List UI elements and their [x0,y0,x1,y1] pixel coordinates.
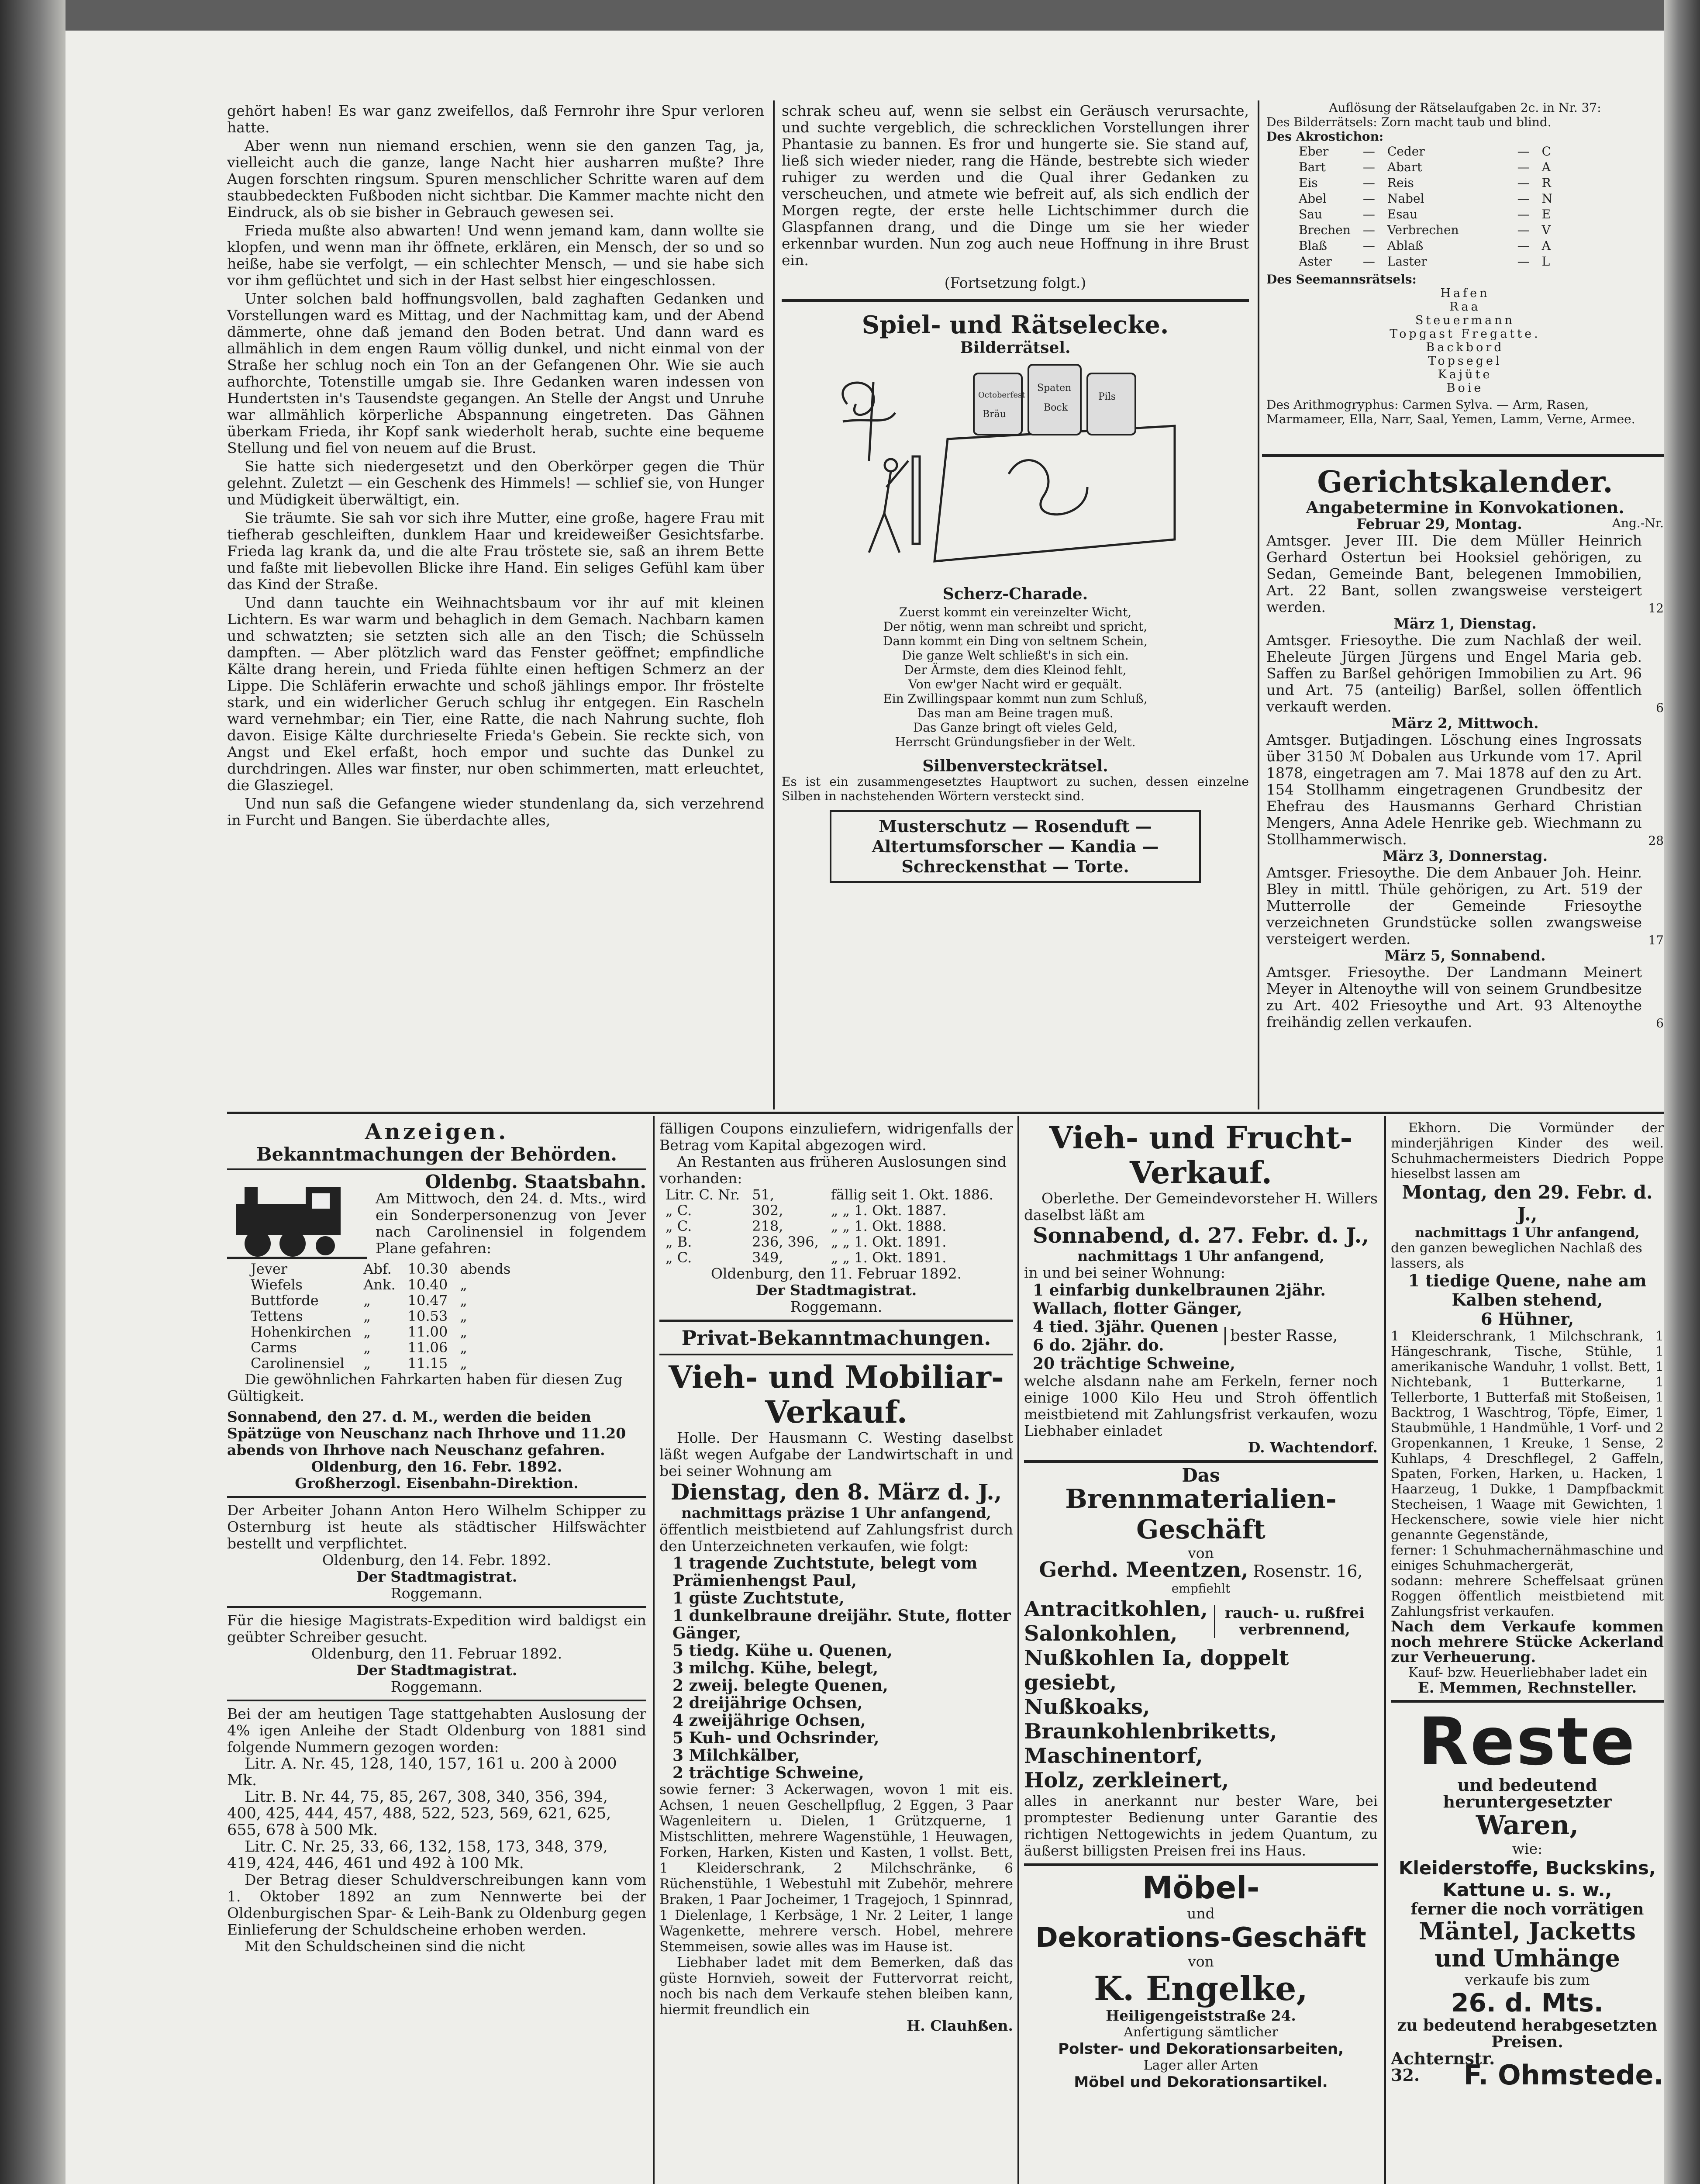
story-paragraph: Sie hatte sich niedergesetzt und den Oberkörper gegen die Thür gelehnt. Zuletzt — ein Geschenk des Himmels! — schlief sie, von Hunger und Müdigkeit überwältigt, ein. [227,458,764,508]
puzzle-title: Spiel- und Rätselecke. [862,311,1169,339]
timetable-row: Jever Abf. 10.30 abends [251,1261,511,1277]
behoerden-heading: Bekanntmachungen der Behörden. [227,1143,646,1170]
notice-sign: Der Stadtmagistrat. [755,1282,917,1299]
ship-word: Kajüte [1438,368,1493,381]
ad-text: öffentlich meistbietend auf Zahlungsfrist durch den Unterzeichneten verkaufen, wie folgt: [659,1521,1013,1555]
court-date: März 1, Dienstag. [1393,615,1537,632]
court-text: Amtsger. Friesoythe. Der Landmann Meinert Meyer in Altenoythe will von seinem Grundbesitze zu Art. 402 Friesoythe und Art. 93 Altenoythe freihändig zellen verkaufen. [1266,964,1642,1030]
coupon-row: „ B. 236, 396, „ „ 1. Okt. 1891. [666,1234,947,1250]
ad-separator [1024,1460,1378,1463]
notice-numbers: Litr. A. Nr. 45, 128, 140, 157, 161 u. 200 à 2000 Mk. [227,1755,617,1789]
notice-text: Der Betrag dieser Schuldverschreibungen kann vom 1. Oktober 1892 an zum Nennwerte bei der Oldenburgischen Spar- & Leih-Bank zu Oldenburg gegen Einlieferung der Schuldscheine erhoben werden. [227,1871,646,1938]
rebus-label: Octoberfest [978,390,1025,400]
ad-item: Salonkohlen, [1024,1621,1178,1646]
continued-note: (Fortsetzung folgt.) [944,274,1086,291]
charade-line: Der nötig, wenn man schreibt und spricht, [883,619,1148,634]
ad-text: Ekhorn. Die Vormünder der minderjährigen Kinder des weil. Schuhmachermeisters Diedrich Poppe hieselbst lassen am [1391,1120,1664,1182]
charade-line: Zuerst kommt ein vereinzelter Wicht, [899,605,1132,619]
court-text: Amtsger. Butjadingen. Löschung eines Ingrossats über 3150 ℳ Dobalen aus Urkunde vom 17. April 1878, eingetragen am 7. Mai 1878 auf den zu Art. 154 Stollhamm eingetragenen Grundbesitz der Ehefrau des Hausmanns Gerhard Christian Mengers, Anna Adele Henrike geb. Wiechmann zu Stollhammerwisch. [1266,731,1642,848]
ad-line: Möbel und Dekorationsartikel. [1074,2073,1328,2091]
court-text: Amtsger. Friesoythe. Die dem Anbauer Joh. Heinr. Bley in mittl. Thüle gehörigen, zu Art. 519 der Mutterrolle der Gemeinde Friesoythe verzeichneten Grundstücke sollen zwangsweise versteigert werden. [1266,864,1642,947]
ad-separator [659,1354,1013,1355]
ad-items [1391,1271,1664,1329]
notice-numbers: Litr. C. Nr. 25, 33, 66, 132, 158, 173, 348, 379, 419, 424, 446, 461 und 492 à 100 Mk. [227,1838,608,1872]
rebus-picture [782,356,1249,583]
court-subtitle: Angabetermine in Konvokationen. [1306,498,1624,517]
ad-text: Nach dem Verkaufe kommen noch mehrere Stücke Ackerland zur Verheuerung. [1391,1618,1664,1666]
court-date: Februar 29, Montag. [1356,515,1522,532]
ads-column-2 [659,1120,1013,2184]
reste-ad [1391,1704,1664,2091]
ad-title: Möbel- [1142,1870,1260,1906]
ad-line: wie: [1512,1840,1543,1857]
ads-column-3 [1024,1120,1378,2184]
ad-item: 1 einfarbig dunkelbraunen 2jähr. Wallach, flotter Gänger, [1033,1281,1326,1318]
notice-signer: Roggemann. [390,1585,483,1602]
ad-line: Kattune u. s. w., [1442,1879,1612,1901]
ad-text: welche alsdann nahe am Ferkeln, ferner noch einige 1000 Kilo Heu und Stroh öffentlich meistbietend mit Zahlungsfrist verkaufen, wozu Liebhaber einladet [1024,1372,1378,1439]
coupons-table [659,1187,1000,1265]
ad-line: und Umhänge [1434,1944,1620,1972]
ad-item: 6 do. 2jähr. do. [1033,1336,1164,1355]
mug-icon [974,373,1022,435]
ad-sign: H. Clauhßen. [907,2017,1013,2034]
ad-address: Achternstr. 32. [1391,2049,1495,2085]
court-entry [1266,947,1664,1030]
ad-text: sodann: mehrere Scheffelsaat grünen Roggen öffentlich meistbietend mit Zahlungsfrist verkaufen. [1391,1573,1664,1619]
ship-word: Topsegel [1428,354,1502,368]
book-spine [0,0,66,2184]
solutions-title: Auflösung der Rätselaufgaben 2c. in Nr. 37: [1329,100,1601,115]
ad-item: 1 tragende Zuchtstute, belegt vom Prämienhengst Paul, [672,1554,978,1590]
moebel-ad [1024,1870,1378,2091]
ads-column-1 [227,1120,646,2184]
ad-item: 1 tiedige Quene, nahe am Kalben stehend, [1408,1271,1647,1310]
ad-separator [227,1606,646,1608]
notice-date: Oldenburg, den 14. Febr. 1892. [322,1552,552,1569]
court-number-header: Ang.-Nr. [1612,516,1664,530]
story-paragraph: Frieda mußte also abwarten! Und wenn jemand kam, dann wollte sie klopfen, und wenn man ihr öffnete, erklären, ein Mensch, der so und so heiße, habe sie verfolgt, — ein schlechter Mensch, — und sie habe sich vor ihm geflüchtet und sich in der Hast selbst hier eingeschlossen. [227,222,764,289]
charade-poem [782,605,1249,749]
ads-column-4 [1391,1120,1664,2184]
column-rule [653,1116,655,2184]
rail-timetable [245,1261,517,1371]
ad-item: 20 trächtige Schweine, [1033,1355,1235,1373]
ship-word: Boie [1446,381,1484,395]
ad-items [659,1555,1013,1782]
court-number: 12 [1648,601,1664,615]
ad-item-note: rauch- u. rußfrei verbrennend, [1214,1605,1369,1638]
ad-sign: D. Wachtendorf. [1248,1439,1378,1456]
ad-text: alles in anerkannt nur bester Ware, bei promptester Bedienung unter Garantie des richtigen Nettogewichts in jedem Quantum, zu äußerst billigsten Preisen frei ins Haus. [1024,1793,1378,1859]
court-date: März 5, Sonnabend. [1384,947,1546,964]
notice-sign: Der Stadtmagistrat. [356,1662,517,1679]
ad-firm: F. Ohmstede. [1463,2059,1664,2091]
timetable-row: Wiefels Ank. 10.40 „ [251,1276,467,1293]
notice-text: Bei der am heutigen Tage stattgehabten Auslosung der 4% igen Anleihe der Stadt Oldenburg von 1881 sind folgende Nummern gezogen worden: [227,1705,646,1755]
ad-item: 1 dunkelbraune dreijähr. Stute, flotter Gänger, [672,1607,1011,1642]
ad-separator [1024,1863,1378,1866]
ad-line: Polster- und Dekorationsarbeiten, [1058,2040,1344,2058]
court-text: Amtsger. Jever III. Die dem Müller Heinrich Gerhard Ostertun bei Hooksiel gehörigen, zu Sedan, Gemeinde Bant, belegenen Immobilien, Art. 22 Bant, sollen zwangsweise versteigert werden. [1266,532,1642,615]
charade-line: Herrscht Gründungsfieber in der Welt. [895,735,1136,749]
ad-item: 5 tiedg. Kühe u. Quenen, [672,1641,893,1660]
ad-separator [227,1496,646,1498]
ad-title: Brennmaterialien-Geschäft [1065,1484,1337,1545]
charade-line: Das man am Beine tragen muß. [917,706,1114,720]
court-entry [1266,715,1664,848]
mobiliar-ad [659,1360,1013,2034]
ad-text: 1 Kleiderschrank, 1 Milchschrank, 1 Hängeschrank, Tische, Stühle, 1 amerikanische Wanduhr, 1 vollst. Bett, 1 Nichtebank, 1 Butterkarne, 1 Tellerborte, 1 Butterfaß mit Stoßeisen, 1 Backtrog, 1 Waschtrog, Töpfe, Eimer, 1 Staubmühle, 1 Handmühle, 1 Vorf- und 2 Gropenkannen, 1 Kreuke, 1 Sense, 2 Kuhlaps, 4 Dreschflegel, 2 Gaffeln, Spaten, Forken, Harken, u. Hacken, 1 Haarzeug, 1 Dukke, 1 Dampfbackmit Stecheisen, 1 Waage mit Gewichten, 1 Heckenschere, sowie viele hier nicht genannte Gegenstände, [1391,1329,1664,1543]
syllable-text: Es ist ein zusammengesetztes Hauptwort zu suchen, dessen einzelne Silben in nachstehenden Wörtern versteckt sind. [782,774,1249,803]
court-title: Gerichtskalender. [1317,465,1613,500]
ad-separator [1391,1700,1664,1703]
notice-text: An Restanten aus früheren Auslosungen sind vorhanden: [659,1153,1007,1187]
story-column-1 [227,103,764,1107]
notice-signer: Roggemann. [390,1678,483,1695]
ad-line: Lager aller Arten [1143,2058,1259,2073]
column-rule [1384,1116,1386,2184]
ad-time: nachmittags 1 Uhr anfangend, [1415,1225,1640,1241]
rebus-label: Spaten [1037,383,1072,394]
court-date: März 3, Donnerstag. [1382,847,1548,864]
story-paragraph: Unter solchen bald hoffnungsvollen, bald zaghaften Gedanken und Vorstellungen ward es Mittag, und der Nachmittag kam, und der Abend dämmerte, ohne daß jemand den Boden betrat. Und dann ward es allmählich in dem engen Raum völlig dunkel, und nicht einmal von der Straße her schlug noch ein Ton an der Gefangenen Ohr. Wie sie auch aufhorchte, Totenstille umgab sie. Ihre Gedanken waren indessen von Hundertsten in's Tausendste gegangen. An Stelle der Angst und Unruhe war allmählich körperliche Abspannung eingetreten. Das Gähnen überkam Frieda, ihr Kopf sank wiederholt herab, suchte eine bequeme Stellung und fiel von neuem auf die Brust. [227,290,764,456]
ad-title: Reste [1418,1704,1637,1780]
ad-item: 4 tied. 3jähr. Quenen [1033,1318,1219,1336]
ad-date: Sonnabend, d. 27. Febr. d. J., [1032,1223,1369,1248]
ad-item: Holz, zerkleinert, [1024,1768,1229,1793]
ad-title: Vieh- und Frucht-Verkauf. [1049,1120,1353,1191]
rail-text: Am Mittwoch, den 24. d. Mts., wird ein Sonderpersonenzug von Jever nach Carolinensiel in folgendem Plane gefahren: [376,1190,646,1257]
ship-word: Steuermann [1415,314,1515,327]
ad-line: zu bedeutend herabgesetzten Preisen. [1397,2016,1658,2051]
charade-line: Das Ganze bringt oft vieles Geld, [913,720,1118,735]
ad-text: in und bei seiner Wohnung: [1024,1264,1225,1281]
ship-words [1266,287,1664,395]
timetable-row: Carms „ 11.06 „ [251,1339,467,1356]
rail-date: Oldenburg, den 16. Febr. 1892. [311,1458,562,1475]
ad-line: Mäntel, Jacketts [1419,1917,1636,1945]
story-paragraph: Sie träumte. Sie sah vor sich ihre Mutter, eine große, hagere Frau mit tiefherab geschleiften, dunklem Haar und kreideweißer Gesichtsfarbe. Frieda lag krank da, und die alte Frau tröstete sie, saß an ihrem Bette und faßte mit liebevollen Blicke ihre Hand. Ein seliges Gefühl kam über das Kind der Straße. [227,509,764,593]
ad-text: Oberlethe. Der Gemeindevorsteher H. Willers daselbst läßt am [1024,1190,1378,1223]
rail-text: Sonnabend, den 27. d. M., werden die beiden Spätzüge von Neuschanz nach Ihrhove und 11.20 abends von Ihrhove nach Neuschanz gefahren. [227,1408,626,1458]
ad-item: 5 Kuh- und Ochsrinder, [672,1729,879,1747]
court-date: März 2, Mittwoch. [1391,715,1539,732]
court-number: 6 [1656,1016,1664,1030]
rebus-title: Bilderrätsel. [960,339,1071,357]
story-paragraph: Und dann tauchte ein Weihnachtsbaum vor ihr auf mit kleinen Lichtern. Es war warm und behaglich in dem Gemach. Nachbarn kamen und schwatzten; sie setzten sich alle an den Tisch; die Schüsseln dampften. — Aber plötzlich ward das Fenster geöffnet; empfindliche Kälte drang herein, und Frieda fühlte einen heftigen Schmerz an der Lippe. Die Schläferin erwachte und schoß jählings empor. Ihr fröstelte stark, und ein widerlicher Geruch schlug ihr entgegen. Ein Rascheln ward vernehmbar; ein Tier, eine Ratte, die nach Nahrung suchte, floh davon. Eisige Kälte durchrieselte Frieda's Gebein. Sie reckte sich, von Angst und Ekel erfaßt, hoch empor und suchte das Dunkel zu durchdringen. Alles war finster, nur oben schimmerten, matt erleuchtet, die Glasziegel. [227,594,764,794]
coupon-row: „ C. 302, „ „ 1. Okt. 1887. [666,1202,947,1219]
ad-title: Dekorations-Geschäft [1035,1921,1366,1953]
ship-label: Des Seemannsrätsels: [1266,272,1417,287]
ad-text: den ganzen beweglichen Nachlaß des [1391,1241,1642,1256]
ship-word: Hafen [1440,287,1490,300]
ad-item: 1 güste Zuchtstute, [672,1589,845,1607]
ad-item: 4 zweijährige Ochsen, [672,1711,866,1730]
coupon-row: „ C. 349, „ „ 1. Okt. 1891. [666,1249,947,1266]
ad-line: Waren, [1476,1810,1579,1841]
acrostic-row: Brechen — Verbrechen — V [1299,223,1551,237]
charade-line: Die ganze Welt schließt's in sich ein. [902,648,1129,663]
solutions-rebus: Des Bilderrätsels: Zorn macht taub und blind. [1266,115,1552,129]
frucht-ad [1024,1120,1378,1456]
ad-item-note: bester Rasse, [1224,1327,1338,1345]
ad-address: Rosenstr. 16, [1253,1562,1363,1581]
column-rule [1258,100,1259,1109]
charade-line: Dann kommt ein Ding von seltnem Schein, [883,634,1148,648]
acrostic-row: Bart — Abart — A [1299,160,1551,174]
ad-line: ferner die noch vorrätigen [1410,1900,1644,1918]
mug-icon [1087,373,1135,435]
ad-time: nachmittags präzise 1 Uhr anfangend, [681,1504,991,1521]
syllable-words-line: Schreckensthat — Torte. [901,857,1129,876]
ad-item: Antracitkohlen, [1024,1597,1208,1621]
ad-item: Nußkoaks, [1024,1695,1150,1719]
ship-word: Raa [1449,300,1481,314]
rail-notice [227,1171,646,1492]
acrostic-table [1293,144,1559,270]
court-entry [1266,516,1664,615]
story-paragraph: Und nun saß die Gefangene wieder stundenlang da, sich verzehrend in Furcht und Bangen. Sie überdachte alles, [227,795,764,829]
ad-title: Vieh- und Mobiliar-Verkauf. [669,1359,1004,1430]
story-paragraph: gehört haben! Es war ganz zweifellos, daß Fernrohr ihre Spur verloren hatte. [227,103,764,136]
coupon-row: „ C. 218, „ „ 1. Okt. 1888. [666,1218,947,1234]
rail-text: Die gewöhnlichen Fahrkarten haben für diesen Zug Gültigkeit. [227,1371,623,1404]
ad-text: ferner: 1 Schuhmachernähmaschine und einiges Schuhmachergerät, [1391,1543,1664,1573]
acrostic-label: Des Akrostichon: [1266,129,1384,144]
ad-item: 2 dreijährige Ochsen, [672,1694,863,1712]
notice-text: Mit den Schuldscheinen sind die nicht [245,1938,525,1955]
rail-title: Oldenbg. Staatsbahn. [425,1171,646,1192]
syllable-words-line: Musterschutz — Rosenduft — [879,816,1152,836]
mug-icon [1028,365,1081,435]
ad-date: Dienstag, den 8. März d. J., [670,1479,1002,1505]
locomotive-icon [227,1174,371,1261]
ad-line: Kleiderstoffe, Buckskins, [1398,1857,1656,1879]
ad-text: lassers, als [1391,1256,1464,1271]
notice-date: Oldenburg, den 11. Februar 1892. [710,1265,962,1282]
ad-firm: Gerhd. Meentzen, [1039,1558,1248,1582]
section-rule [1262,454,1664,457]
poppe-ad [1391,1120,1664,1696]
ad-sign: Kauf- bzw. Heuerliebhaber ladet ein [1408,1665,1648,1680]
anzeigen-heading: Anzeigen. [365,1120,509,1144]
ship-word: Backbord [1426,341,1504,354]
story-paragraph: schrak scheu auf, wenn sie selbst ein Geräusch verursachte, und suchte vergeblich, die schrecklichen Vorstellungen ihrer Phantasie zu bannen. Es fror und hungerte sie. Sie stand auf, ließ sich wieder nieder, rang die Hände, bestrebte sich wieder ruhiger zu werden und die Qual ihrer Gedanken zu verscheuchen, und atmete wie befreit auf, als sich endlich der Morgen regte, der erste helle Lichtschimmer durch die Glaspfannen drang, und die Dinge um sie her wieder erkennbar wurden. Nun zog auch neue Hoffnung in ihre Brust ein. [782,103,1249,269]
coupons-notice [659,1120,1013,1315]
notice-numbers: Litr. B. Nr. 44, 75, 85, 267, 308, 340, 356, 394, 400, 425, 444, 457, 488, 522, 523, 569, 621, 625, 655, 678 à 500 Mk. [227,1788,611,1839]
solutions-column [1266,100,1664,507]
ad-item: 3 Milchkälber, [672,1746,800,1765]
arith-solution: Des Arithmogryphus: Carmen Sylva. — Arm, Rasen, Marmameer, Ella, Narr, Saal, Yemen, Lamm, Verne, Armee. [1266,397,1635,426]
ad-von: von [1188,1953,1214,1970]
page-edge [1664,0,1700,2184]
ad-time: nachmittags 1 Uhr anfangend, [1077,1248,1324,1265]
charade-title: Scherz-Charade. [942,585,1088,603]
court-entry [1266,615,1664,715]
ad-item: 6 Hühner, [1480,1309,1574,1329]
ad-und: und [1187,1905,1215,1922]
ad-item: 3 milchg. Kühe, belegt, [672,1659,879,1677]
syllable-words-line: Altertumsforscher — Kandia — [872,836,1159,856]
story-paragraph: Aber wenn nun niemand erschien, wenn sie den ganzen Tag, ja, vielleicht auch die ganze, lange Nacht hier ausharren mußte? Ihre Augen forschten ringsum. Spuren menschlicher Schritte waren auf dem staubbedeckten Fußboden nicht sichtbar. Die Kammer machte nicht den Eindruck, als ob sie bisher in Gebrauch gewesen sei. [227,137,764,221]
court-number: 17 [1648,933,1664,947]
ad-line: Anfertigung sämtlicher [1124,2025,1278,2040]
acrostic-row: Eis — Reis — R [1299,176,1551,190]
ad-date: Montag, den 29. Febr. d. J., [1402,1182,1653,1225]
acrostic-row: Abel — Nabel — N [1299,191,1553,206]
acrostic-row: Aster — Laster — L [1299,254,1550,269]
ad-address: Heiligengeiststraße 24. [1106,2007,1296,2024]
story-column-2 [782,103,1249,1107]
ad-items [1024,1281,1378,1373]
ad-item: 2 trächtige Schweine, [672,1764,864,1782]
ads-divider [227,1112,1664,1114]
notice-sign: Der Stadtmagistrat. [356,1568,517,1585]
notice-signer: Roggemann. [790,1298,883,1315]
syllable-words-box [830,810,1201,883]
charade-line: Ein Zwillingspaar kommt nun zum Schluß, [883,691,1148,706]
ad-item: 2 zweij. belegte Quenen, [672,1676,888,1695]
ad-text: sowie ferner: 3 Ackerwagen, wovon 1 mit eis. Achsen, 1 neuen Geschellpflug, 2 Eggen, 3 Paar Wagenleitern u. Dielen, 1 Grützquerne, 1 Mistschlitten, mehrere Wagenstühle, 1 Heuwagen, Forken, Harken, Kisten und Kasten, 1 vollst. Bett, 1 Kleiderschrank, 2 Milchschränke, 6 Rüchenstühle, 1 Webestuhl mit Zubehör, mehrere Braken, 1 Paar Jocheimer, 1 Tragejoch, 1 Spinnrad, 1 Dielenlage, 1 Kerbsäge, 1 Nr. 2 Leiter, 1 lange Wagenkette, mehrere versch. Hobel, mehrere Stemmeisen, sowie alles was im Hause ist. [659,1782,1013,1955]
notice-text: Der Arbeiter Johann Anton Hero Wilhelm Schipper zu Osternburg ist heute als städtischer Hilfswächter bestellt und verpflichtet. [227,1502,646,1552]
ad-line: und bedeutend heruntergesetzter [1443,1775,1612,1811]
ad-item: Nußkohlen Ia, doppelt gesiebt, [1024,1646,1289,1695]
ad-item: Braunkohlenbriketts, [1024,1719,1277,1744]
timetable-row: Hohenkirchen „ 11.00 „ [251,1324,467,1340]
ad-line: verkaufe bis zum [1465,1971,1590,1988]
ad-line: 26. d. Mts. [1451,1988,1603,2018]
ad-separator [227,1700,646,1701]
rebus-label: Bräu [983,409,1006,420]
charade-line: Der Ärmste, dem dies Kleinod fehlt, [904,663,1127,677]
ad-text: Liebhaber ladet mit dem Bemerken, daß das güste Hornvieh, soweit der Futtervorrat reicht, noch bis nach dem Verkaufe stehen bleiben kann, hiermit freundlich ein [659,1955,1013,2018]
ad-separator [659,1320,1013,1322]
charade-line: Von ew'ger Nacht wird er gequält. [908,677,1122,691]
ad-von: von [1188,1545,1214,1562]
schipper-notice [227,1502,646,1602]
ad-firm: K. Engelke, [1094,1969,1308,2008]
court-number: 28 [1648,833,1664,848]
ad-signer: E. Memmen, Rechnsteller. [1417,1679,1637,1697]
anleihe-notice [227,1706,646,1955]
court-calendar [1266,465,1664,1107]
ad-item: Maschinentorf, [1024,1744,1203,1768]
rail-sign: Großherzogl. Eisenbahn-Direktion. [295,1475,579,1492]
court-number: 6 [1656,701,1664,715]
coupon-row: Litr. C. Nr. 51, fällig seit 1. Okt. 1886. [666,1186,993,1203]
timetable-row: Buttforde „ 10.47 „ [251,1292,467,1309]
timetable-row: Carolinensiel „ 11.15 „ [251,1355,467,1372]
schreiber-notice [227,1612,646,1695]
privat-heading: Privat-Bekanntmachungen. [681,1326,991,1350]
ship-word: Topgast Fregatte. [1390,327,1541,341]
rebus-label: Bock [1044,402,1068,413]
notice-date: Oldenburg, den 11. Februar 1892. [311,1645,562,1662]
notice-text: Für die hiesige Magistrats-Expedition wird baldigst ein geübter Schreiber gesucht. [227,1612,646,1645]
timetable-row: Tettens „ 10.53 „ [251,1308,467,1324]
acrostic-row: Eber — Ceder — C [1299,144,1552,159]
rebus-label: Pils [1098,391,1116,402]
column-rule [773,100,775,1109]
court-text: Amtsger. Friesoythe. Die zum Nachlaß der weil. Eheleute Jürgen Jürgens und Engel Maria geb. Saffen zu Barßel gehörigen Immobilien zu Art. 96 und Art. 75 (anteilig) Barßel, sollen öffentlich verkauft werden. [1266,632,1642,715]
acrostic-row: Blaß — Ablaß — A [1299,238,1551,253]
syllable-title: Silbenversteckrätsel. [922,757,1108,775]
ad-pre: Das [1182,1465,1220,1486]
ad-text: Holle. Der Hausmann C. Westing daselbst läßt wegen Aufgabe der Landwirtschaft in und bei seiner Wohnung am [659,1429,1013,1479]
newspaper-page [66,31,1664,2184]
ad-empfiehlt: empfiehlt [1171,1581,1231,1596]
acrostic-row: Sau — Esau — E [1299,207,1551,221]
column-rule [1017,1116,1019,2184]
court-entry [1266,848,1664,947]
brenn-ad [1024,1467,1378,1859]
notice-text: fälligen Coupons einzuliefern, widrigenfalls der Betrag vom Kapital abgezogen wird. [659,1120,1013,1154]
